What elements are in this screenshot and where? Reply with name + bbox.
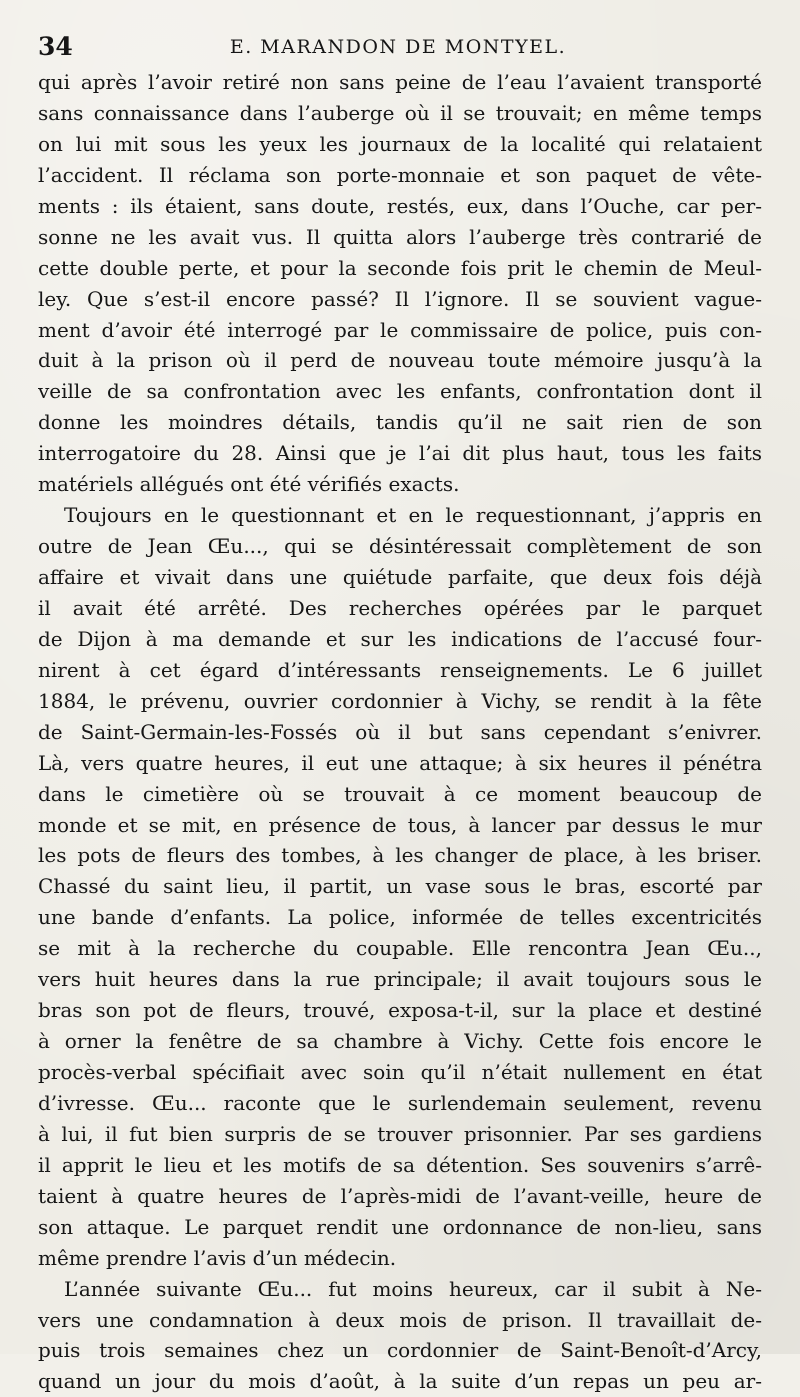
text-line: son attaque. Le parquet rendit une ordonnance de non-lieu, sans [38, 1214, 762, 1239]
text-line: interrogatoire du 28. Ainsi que je l’ai dit plus haut, tous les faits [38, 441, 762, 466]
text-line: veille de sa confrontation avec les enfants, confrontation dont il [38, 379, 762, 404]
text-line: qui après l’avoir retiré non sans peine de l’eau l’avaient transporté [38, 70, 762, 94]
text-line: une bande d’enfants. La police, informée de telles excentricités [38, 905, 762, 930]
text-line: de Saint-Germain-les-Fossés où il but sans cependant s’enivrer. [38, 719, 762, 744]
text-line: ment d’avoir été interrogé par le commissaire de police, puis con- [38, 317, 762, 342]
text-line: de Dijon à ma demande et sur les indications de l’accusé four- [38, 626, 762, 651]
text-line: ley. Que s’est-il encore passé? Il l’ignore. Il se souvient vague- [38, 286, 762, 311]
text-line: matériels allégués ont été vérifiés exacts. [38, 472, 460, 497]
body-text [38, 67, 762, 1397]
text-line: vers huit heures dans la rue principale; il avait toujours sous le [38, 967, 762, 992]
text-line: se mit à la recherche du coupable. Elle rencontra Jean Œu.., [38, 936, 762, 961]
text-line: puis trois semaines chez un cordonnier de Saint-Benoît-d’Arcy, [38, 1338, 762, 1363]
text-line: procès-verbal spécifiait avec soin qu’il n’était nullement en état [38, 1060, 762, 1084]
text-line: bras son pot de fleurs, trouvé, exposa-t-il, sur la place et destiné [38, 998, 762, 1023]
text-line: ments : ils étaient, sans doute, restés, eux, dans l’Ouche, car per- [38, 193, 762, 218]
text-line: il apprit le lieu et les motifs de sa détention. Ses souvenirs s’arrê- [38, 1152, 762, 1177]
text-line: on lui mit sous les yeux les journaux de la localité qui relataient [38, 131, 762, 156]
text-line: quand un jour du mois d’août, à la suite d’un repas un peu ar- [38, 1369, 762, 1394]
text-line: à orner la fenêtre de sa chambre à Vichy. Cette fois encore le [38, 1029, 762, 1054]
text-line: les pots de fleurs des tombes, à les changer de place, à les briser. [38, 843, 762, 868]
text-line: sonne ne les avait vus. Il quitta alors l’auberge très contrarié de [38, 224, 762, 249]
text-line: donne les moindres détails, tandis qu’il ne sait rien de son [38, 410, 762, 435]
text-line: l’accident. Il réclama son porte-monnaie et son paquet de vête- [38, 162, 762, 187]
text-line: 1884, le prévenu, ouvrier cordonnier à Vichy, se rendit à la fête [38, 688, 762, 713]
text-line: affaire et vivait dans une quiétude parfaite, que deux fois déjà [38, 565, 762, 589]
text-line: Toujours en le questionnant et en le requestionnant, j’appris en [64, 503, 762, 528]
text-line: à lui, il fut bien surpris de se trouver prisonnier. Par ses gardiens [38, 1121, 762, 1146]
text-line: duit à la prison où il perd de nouveau toute mémoire jusqu’à la [38, 348, 762, 373]
page-header [38, 30, 758, 64]
text-line: Chassé du saint lieu, il partit, un vase sous le bras, escorté par [38, 874, 762, 899]
text-line: cette double perte, et pour la seconde fois prit le chemin de Meul- [38, 255, 762, 280]
running-head: E. MARANDON DE MONTYEL. [229, 36, 567, 58]
text-line: outre de Jean Œu..., qui se désintéressait complètement de son [38, 534, 762, 559]
text-line: il avait été arrêté. Des recherches opérées par le parquet [38, 595, 762, 620]
text-line: Là, vers quatre heures, il eut une attaque; à six heures il pénétra [38, 750, 762, 775]
text-line: d’ivresse. Œu... raconte que le surlendemain seulement, revenu [38, 1090, 762, 1115]
text-line: vers une condamnation à deux mois de prison. Il travaillait de- [38, 1307, 762, 1332]
text-line: nirent à cet égard d’intéressants renseignements. Le 6 juillet [38, 657, 762, 682]
text-line: L’année suivante Œu... fut moins heureux, car il subit à Ne- [64, 1276, 762, 1301]
text-line: monde et se mit, en présence de tous, à lancer par dessus le mur [38, 812, 762, 837]
text-line: même prendre l’avis d’un médecin. [38, 1245, 397, 1270]
page-number: 34 [38, 32, 73, 61]
text-line: taient à quatre heures de l’après-midi de l’avant-veille, heure de [38, 1183, 762, 1208]
text-line: dans le cimetière où se trouvait à ce moment beaucoup de [38, 781, 762, 806]
text-line: sans connaissance dans l’auberge où il se trouvait; en même temps [38, 100, 762, 125]
